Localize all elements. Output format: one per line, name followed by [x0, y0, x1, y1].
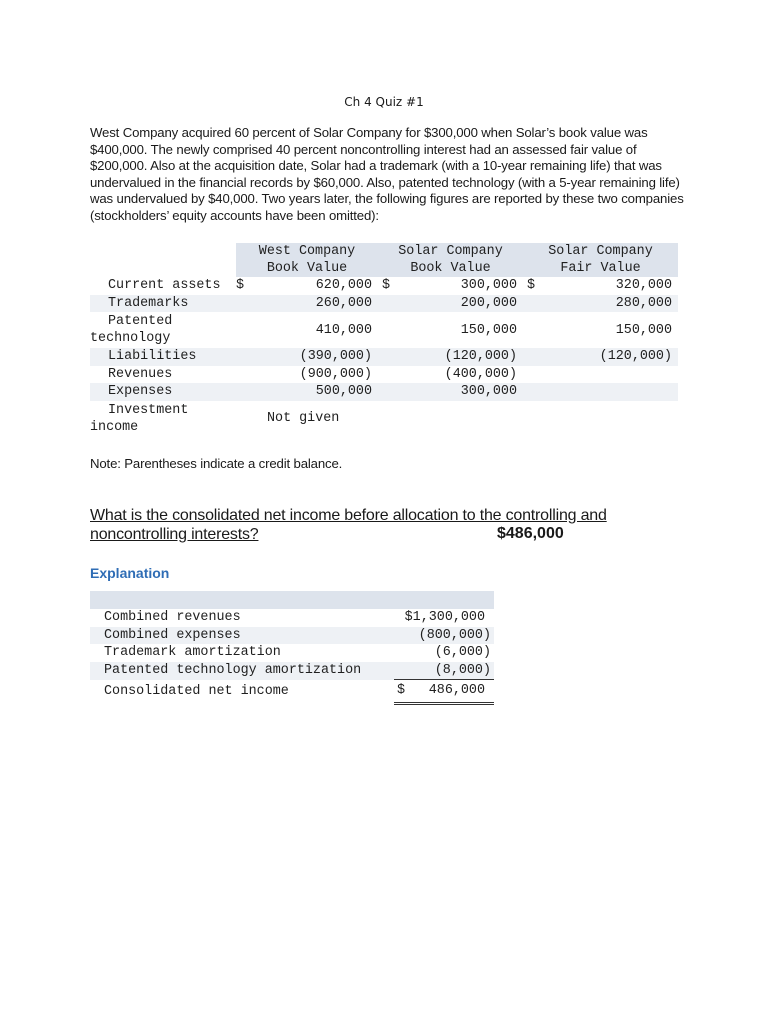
row-label-line: Investment — [108, 402, 189, 418]
cell-west: 500,000 — [251, 383, 378, 401]
row-label: Current assets — [108, 278, 221, 293]
calc-row — [90, 609, 494, 627]
header-line: West Company — [258, 244, 356, 259]
credit-balance-note: Note: Parentheses indicate a credit balance. — [90, 456, 343, 471]
dollar-sign: $ — [236, 278, 245, 293]
calc-header-row — [90, 591, 494, 609]
cell-west: 260,000 — [251, 295, 378, 313]
table-row — [90, 366, 678, 384]
question-text — [90, 506, 660, 544]
row-label: Expenses — [90, 383, 236, 401]
cell-west: (900,000) — [299, 366, 372, 382]
table-header-row — [90, 243, 678, 277]
table-row — [90, 312, 678, 348]
cell-solar-book: (120,000) — [393, 348, 523, 366]
table-row — [90, 348, 678, 366]
question: What is the consolidated net income before allocation to the controlling and noncontrolling interests? — [90, 507, 607, 543]
calc-label: Combined revenues — [104, 610, 241, 625]
header-line: Solar Company — [548, 244, 653, 259]
calc-row — [90, 662, 494, 680]
column-header-solar-book — [378, 243, 523, 277]
cell-solar-book — [393, 401, 523, 437]
header-line: Book Value — [266, 261, 348, 276]
row-label — [90, 401, 236, 437]
dollar-sign: $ — [527, 278, 536, 293]
row-label-line: Patented — [108, 314, 173, 329]
financial-figures-table — [90, 243, 678, 437]
cell-west: 410,000 — [315, 322, 372, 338]
answer-value: $486,000 — [497, 525, 564, 542]
explanation-calculation-table — [90, 591, 494, 705]
table-row — [90, 383, 678, 401]
cell-west: Not given — [267, 411, 340, 426]
table-row — [90, 401, 678, 437]
row-label: Liabilities — [90, 348, 236, 366]
cell-solar-fair: (120,000) — [538, 348, 678, 366]
cell-west: 620,000 — [315, 278, 372, 293]
dollar-sign: $ — [397, 683, 406, 698]
cell-solar-book: (400,000) — [444, 366, 517, 382]
calc-row — [90, 644, 494, 662]
column-header-solar-fair — [523, 243, 678, 277]
cell-west: (390,000) — [251, 348, 378, 366]
table-row — [90, 295, 678, 313]
cell-solar-book: 150,000 — [460, 322, 517, 338]
row-label — [90, 312, 236, 348]
cell-solar-fair: 150,000 — [615, 322, 672, 338]
calc-value: $1,300,000 — [404, 610, 485, 625]
calc-label: Patented technology amortization — [90, 662, 394, 680]
cell-solar-fair — [538, 366, 678, 384]
total-amount: 486,000 — [428, 683, 485, 698]
calc-label: Combined expenses — [90, 627, 394, 645]
row-label: Trademarks — [90, 295, 236, 313]
cell-solar-fair: 320,000 — [615, 278, 672, 293]
page-title: Ch 4 Quiz #1 — [344, 95, 424, 109]
calc-label: Trademark amortization — [104, 645, 281, 660]
calc-row — [90, 627, 494, 645]
problem-statement: West Company acquired 60 percent of Solar Company for $300,000 when Solar’s book value was $400,000. The newly comprised 40 percent noncontrolling interest had an assessed fair value of $200,000. Also at the acquisition date, Solar had a trademark (with a 10-year remaining life) that was undervalued in the financial records by $60,000. Also, patented technology (with a 5-year remaining life) was undervalued by $40,000. Two years later, the following figures are reported by these two companies (stockholders’ equity accounts have been omitted): — [90, 125, 684, 223]
row-label-line: technology — [90, 331, 171, 346]
calc-value: (6,000) — [434, 645, 491, 660]
table-row — [90, 277, 678, 295]
calc-value: (800,000) — [394, 627, 494, 645]
cell-solar-book: 300,000 — [393, 383, 523, 401]
row-label: Revenues — [108, 366, 173, 382]
cell-solar-fair: 280,000 — [538, 295, 678, 313]
cell-solar-book: 200,000 — [393, 295, 523, 313]
cell-solar-fair — [538, 401, 678, 437]
dollar-sign: $ — [382, 278, 391, 293]
row-label-line: income — [90, 419, 139, 435]
calc-total-label: Consolidated net income — [104, 683, 289, 699]
explanation-heading: Explanation — [90, 565, 170, 581]
column-header-west-book — [236, 243, 378, 277]
cell-solar-fair — [538, 383, 678, 401]
header-line: Solar Company — [398, 244, 503, 259]
calc-total-row — [90, 680, 494, 704]
header-line: Book Value — [410, 261, 491, 276]
calc-value: (8,000) — [394, 662, 494, 680]
cell-solar-book: 300,000 — [460, 278, 517, 293]
header-line: Fair Value — [560, 261, 641, 276]
calc-total-value — [394, 680, 494, 704]
